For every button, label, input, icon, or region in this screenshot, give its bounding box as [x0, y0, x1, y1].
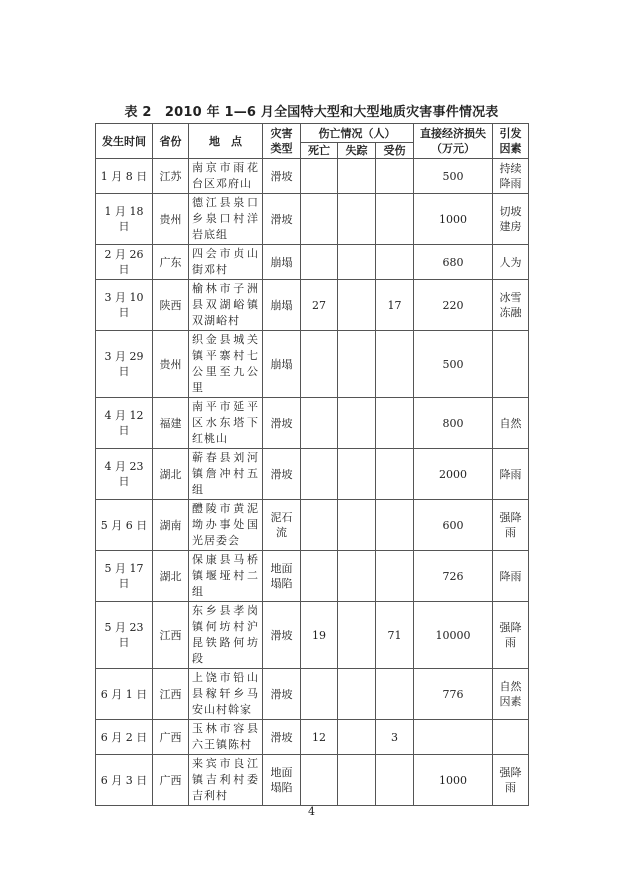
- cell-province: 贵州: [153, 331, 189, 398]
- cell-cause: 冰雪冻融: [493, 280, 529, 331]
- location-line: 来宾市良江: [192, 757, 259, 770]
- header-loss: 直接经济损失（万元）: [414, 124, 493, 159]
- cell-cause: 自然因素: [493, 669, 529, 720]
- cell-cause: 切坡建房: [493, 194, 529, 245]
- cell-dead: [301, 755, 338, 806]
- cell-location: [189, 398, 263, 449]
- cell-loss: 776: [414, 669, 493, 720]
- location-line: 街邓村: [192, 263, 228, 276]
- cell-location: [189, 500, 263, 551]
- location-line: 上饶市铅山: [192, 671, 259, 684]
- location-line: 区水东塔下: [192, 416, 259, 429]
- cell-province: 陕西: [153, 280, 189, 331]
- table-row: [96, 194, 529, 245]
- disaster-table: [95, 123, 529, 806]
- header-type: 灾害类型: [263, 124, 301, 159]
- cell-cause: 降雨: [493, 551, 529, 602]
- location-line: 玉林市容县: [192, 722, 259, 735]
- cell-cause: 强降雨: [493, 500, 529, 551]
- cell-type: 滑坡: [263, 194, 301, 245]
- cell-loss: 500: [414, 331, 493, 398]
- cell-missing: [338, 551, 376, 602]
- header-cause: 引发因素: [493, 124, 529, 159]
- location-line: 醴陵市黄泥: [192, 502, 259, 515]
- location-line: 镇堰垭村二: [192, 569, 259, 582]
- cell-location: [189, 720, 263, 755]
- cell-injured: [376, 398, 414, 449]
- cell-loss: 680: [414, 245, 493, 280]
- cell-type: 滑坡: [263, 720, 301, 755]
- cell-injured: 3: [376, 720, 414, 755]
- cell-date: 5 月 6 日: [96, 500, 153, 551]
- cell-date: 6 月 3 日: [96, 755, 153, 806]
- cell-missing: [338, 449, 376, 500]
- cell-missing: [338, 398, 376, 449]
- location-line: 镇詹冲村五: [192, 467, 259, 480]
- cell-type: 崩塌: [263, 280, 301, 331]
- cell-dead: [301, 194, 338, 245]
- cell-cause: [493, 331, 529, 398]
- cell-type: 泥石流: [263, 500, 301, 551]
- cell-injured: [376, 449, 414, 500]
- cell-location: [189, 245, 263, 280]
- cell-missing: [338, 669, 376, 720]
- location-line: 六王镇陈村: [192, 738, 252, 751]
- cell-loss: 726: [414, 551, 493, 602]
- location-line: 公里至九公: [192, 365, 259, 378]
- cell-location: [189, 551, 263, 602]
- cell-cause: 强降雨: [493, 602, 529, 669]
- table-row: [96, 245, 529, 280]
- cell-loss: 1000: [414, 755, 493, 806]
- cell-missing: [338, 720, 376, 755]
- cell-location: [189, 449, 263, 500]
- cell-type: 地面塌陷: [263, 551, 301, 602]
- header-date: 发生时间: [96, 124, 153, 159]
- cell-loss: 800: [414, 398, 493, 449]
- cell-date: 1 月 8 日: [96, 159, 153, 194]
- cell-province: 广西: [153, 720, 189, 755]
- location-line: 组: [192, 483, 204, 496]
- location-line: 织金县城关: [192, 333, 259, 346]
- location-line: 安山村斡家: [192, 703, 252, 716]
- location-line: 双湖峪村: [192, 314, 240, 327]
- location-line: 段: [192, 652, 204, 665]
- cell-missing: [338, 602, 376, 669]
- cell-injured: [376, 159, 414, 194]
- location-line: 四会市贞山: [192, 247, 259, 260]
- cell-date: 4 月 12 日: [96, 398, 153, 449]
- cell-province: 江苏: [153, 159, 189, 194]
- table-title: 表 2 2010 年 1—6 月全国特大型和大型地质灾害事件情况表: [124, 105, 499, 120]
- cell-loss: 1000: [414, 194, 493, 245]
- cell-injured: [376, 331, 414, 398]
- cell-dead: 12: [301, 720, 338, 755]
- table-row: [96, 720, 529, 755]
- table-row: [96, 755, 529, 806]
- cell-loss: 10000: [414, 602, 493, 669]
- cell-injured: [376, 500, 414, 551]
- cell-injured: [376, 551, 414, 602]
- location-line: 南平市延平: [192, 400, 259, 413]
- cell-date: 3 月 29 日: [96, 331, 153, 398]
- cell-type: 滑坡: [263, 449, 301, 500]
- cell-type: 地面塌陷: [263, 755, 301, 806]
- cell-loss: 2000: [414, 449, 493, 500]
- location-line: 红桃山: [192, 432, 228, 445]
- header-dead: 死亡: [301, 143, 338, 159]
- cell-injured: [376, 669, 414, 720]
- cell-dead: [301, 159, 338, 194]
- cell-cause: 自然: [493, 398, 529, 449]
- cell-injured: 17: [376, 280, 414, 331]
- header-casualties: 伤亡情况（人）: [301, 124, 414, 143]
- table-row: [96, 500, 529, 551]
- cell-missing: [338, 159, 376, 194]
- location-line: 德江县泉口: [192, 196, 259, 209]
- location-line: 组: [192, 585, 204, 598]
- location-line: 榆林市子洲: [192, 282, 259, 295]
- table-row: [96, 159, 529, 194]
- cell-location: [189, 194, 263, 245]
- page-number: 4: [308, 805, 315, 818]
- header-injured: 受伤: [376, 143, 414, 159]
- cell-missing: [338, 500, 376, 551]
- location-line: 坳办事处国: [192, 518, 259, 531]
- table-row: [96, 669, 529, 720]
- cell-province: 福建: [153, 398, 189, 449]
- cell-type: 滑坡: [263, 159, 301, 194]
- cell-injured: 71: [376, 602, 414, 669]
- cell-date: 2 月 26 日: [96, 245, 153, 280]
- header-location: 地 点: [189, 124, 263, 159]
- cell-date: 4 月 23 日: [96, 449, 153, 500]
- table-row: [96, 551, 529, 602]
- cell-injured: [376, 245, 414, 280]
- cell-cause: 人为: [493, 245, 529, 280]
- cell-dead: [301, 331, 338, 398]
- cell-type: 滑坡: [263, 602, 301, 669]
- cell-missing: [338, 245, 376, 280]
- table-row: [96, 602, 529, 669]
- cell-province: 湖北: [153, 551, 189, 602]
- cell-dead: [301, 551, 338, 602]
- cell-loss: 600: [414, 500, 493, 551]
- cell-province: 湖南: [153, 500, 189, 551]
- location-line: 里: [192, 381, 204, 394]
- cell-location: [189, 602, 263, 669]
- cell-dead: [301, 398, 338, 449]
- cell-dead: [301, 500, 338, 551]
- cell-loss: 220: [414, 280, 493, 331]
- cell-dead: 19: [301, 602, 338, 669]
- location-line: 昆铁路何坊: [192, 636, 259, 649]
- location-line: 蕲春县刘河: [192, 451, 259, 464]
- cell-type: 崩塌: [263, 245, 301, 280]
- cell-province: 贵州: [153, 194, 189, 245]
- cell-missing: [338, 280, 376, 331]
- cell-province: 湖北: [153, 449, 189, 500]
- cell-type: 滑坡: [263, 398, 301, 449]
- cell-missing: [338, 755, 376, 806]
- location-line: 乡泉口村洋: [192, 212, 259, 225]
- cell-date: 3 月 10 日: [96, 280, 153, 331]
- location-line: 东乡县孝岗: [192, 604, 259, 617]
- cell-location: [189, 669, 263, 720]
- cell-injured: [376, 194, 414, 245]
- cell-injured: [376, 755, 414, 806]
- header-province: 省份: [153, 124, 189, 159]
- cell-dead: [301, 669, 338, 720]
- location-line: 岩底组: [192, 228, 228, 241]
- cell-date: 5 月 23 日: [96, 602, 153, 669]
- location-line: 保康县马桥: [192, 553, 259, 566]
- cell-location: [189, 331, 263, 398]
- table-row: [96, 331, 529, 398]
- cell-loss: 500: [414, 159, 493, 194]
- cell-dead: [301, 449, 338, 500]
- cell-cause: 强降雨: [493, 755, 529, 806]
- cell-date: 1 月 18 日: [96, 194, 153, 245]
- header-missing: 失踪: [338, 143, 376, 159]
- cell-missing: [338, 194, 376, 245]
- location-line: 南京市雨花: [192, 161, 259, 174]
- cell-province: 江西: [153, 669, 189, 720]
- cell-province: 广西: [153, 755, 189, 806]
- cell-location: [189, 755, 263, 806]
- cell-missing: [338, 331, 376, 398]
- cell-province: 江西: [153, 602, 189, 669]
- table-row: [96, 449, 529, 500]
- cell-cause: 持续降雨: [493, 159, 529, 194]
- cell-date: 6 月 1 日: [96, 669, 153, 720]
- cell-type: 崩塌: [263, 331, 301, 398]
- location-line: 镇何坊村沪: [192, 620, 259, 633]
- cell-date: 5 月 17 日: [96, 551, 153, 602]
- cell-cause: [493, 720, 529, 755]
- cell-location: [189, 159, 263, 194]
- cell-loss: [414, 720, 493, 755]
- cell-dead: 27: [301, 280, 338, 331]
- table-row: [96, 398, 529, 449]
- cell-cause: 降雨: [493, 449, 529, 500]
- location-line: 县稼轩乡马: [192, 687, 259, 700]
- cell-province: 广东: [153, 245, 189, 280]
- location-line: 镇平寨村七: [192, 349, 259, 362]
- cell-location: [189, 280, 263, 331]
- location-line: 县双湖峪镇: [192, 298, 259, 311]
- location-line: 光居委会: [192, 534, 240, 547]
- cell-dead: [301, 245, 338, 280]
- location-line: 台区邓府山: [192, 177, 252, 190]
- cell-date: 6 月 2 日: [96, 720, 153, 755]
- location-line: 镇吉利村委: [192, 773, 259, 786]
- table-row: [96, 280, 529, 331]
- location-line: 吉利村: [192, 789, 228, 802]
- cell-type: 滑坡: [263, 669, 301, 720]
